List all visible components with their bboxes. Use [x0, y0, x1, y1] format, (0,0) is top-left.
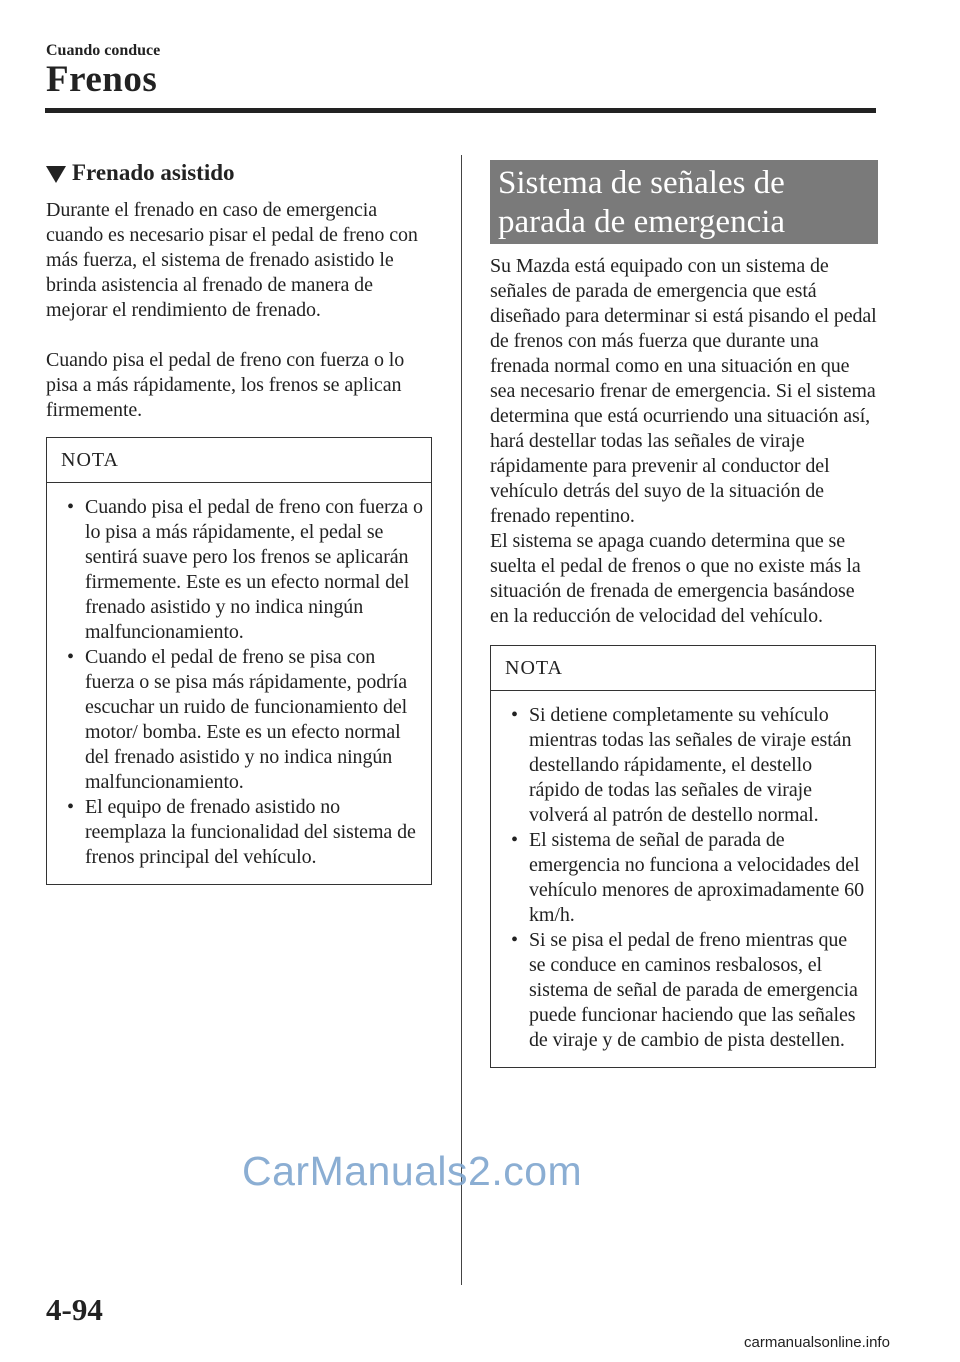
subsection-heading-text: Frenado asistido — [72, 160, 235, 185]
header-rule — [45, 108, 876, 113]
section-banner: Sistema de señales de parada de emergencia — [490, 160, 878, 244]
note-list — [47, 483, 431, 884]
watermark: CarManuals2.com — [242, 1148, 583, 1194]
note-item: • Si se pisa el pedal de freno mientras que se conduce en caminos resbalosos, el sistema de señal de parada de emergencia puede funcionar haciendo que las señales de viraje y de cambio de pista destellen. — [511, 929, 858, 1051]
body-paragraph: Su Mazda está equipado con un sistema de señales de parada de emergencia que está diseñado para determinar si está pisando el pedal de frenos con más fuerza que durante una frenada normal como en una situación en que sea necesario frenar de emergencia. Si el sistema determina que está ocurriendo una situación así, hará destellar todas las señales de viraje rápidamente para prevenir al conductor del vehículo detrás del suyo de la situación de frenado repentino. — [490, 255, 877, 527]
right-column — [490, 158, 878, 1068]
body-paragraph: El sistema se apaga cuando determina que se suelta el pedal de frenos o que no existe más la situación de frenada de emergencia basándose en la reducción de velocidad del vehículo. — [490, 530, 861, 627]
bullet-icon: • — [67, 496, 74, 518]
note-list — [491, 691, 875, 1067]
section-label: Cuando conduce — [46, 42, 161, 59]
note-title: NOTA — [491, 646, 875, 691]
page-title: Frenos — [46, 59, 158, 100]
note-item: • El sistema de señal de parada de emergencia no funciona a velocidades del vehículo menores de aproximadamente 60 km/h. — [511, 829, 864, 926]
note-item: • El equipo de frenado asistido no reemplaza la funcionalidad del sistema de frenos principal del vehículo. — [67, 796, 416, 868]
page-number: 4-94 — [46, 1292, 103, 1327]
bullet-icon: • — [511, 929, 518, 951]
note-item: • Si detiene completamente su vehículo mientras todas las señales de viraje están destellando rápidamente, el destello rápido de todas las señales de viraje volverá al patrón de destello normal. — [511, 704, 852, 826]
bullet-icon: • — [511, 829, 518, 851]
triangle-down-icon — [46, 166, 66, 183]
body-paragraph: Cuando pisa el pedal de freno con fuerza o lo pisa a más rápidamente, los frenos se aplican firmemente. — [46, 349, 405, 421]
column-divider — [461, 155, 462, 1285]
footer-site: carmanualsonline.info — [744, 1334, 890, 1351]
bullet-icon: • — [67, 796, 74, 818]
note-item: • Cuando el pedal de freno se pisa con fuerza o se pisa más rápidamente, podría escuchar un ruido de funcionamiento del motor/ bomba. Este es un efecto normal del frenado asistido y no indica ningún malfuncionamiento. — [67, 646, 408, 793]
left-column — [46, 158, 434, 885]
note-box — [490, 645, 876, 1068]
bullet-icon: • — [511, 704, 518, 726]
note-box — [46, 437, 432, 885]
note-item: • Cuando pisa el pedal de freno con fuerza o lo pisa a más rápidamente, el pedal se sentirá suave pero los frenos se aplicarán firmemente. Este es un efecto normal del frenado asistido y no indica ningún malfuncionamiento. — [67, 496, 423, 643]
bullet-icon: • — [67, 646, 74, 668]
note-title: NOTA — [47, 438, 431, 483]
subsection-heading — [46, 160, 434, 186]
body-paragraph: Durante el frenado en caso de emergencia cuando es necesario pisar el pedal de freno con más fuerza, el sistema de frenado asistido le brinda asistencia al frenado de manera de mejorar el rendimiento de frenado. — [46, 199, 418, 321]
